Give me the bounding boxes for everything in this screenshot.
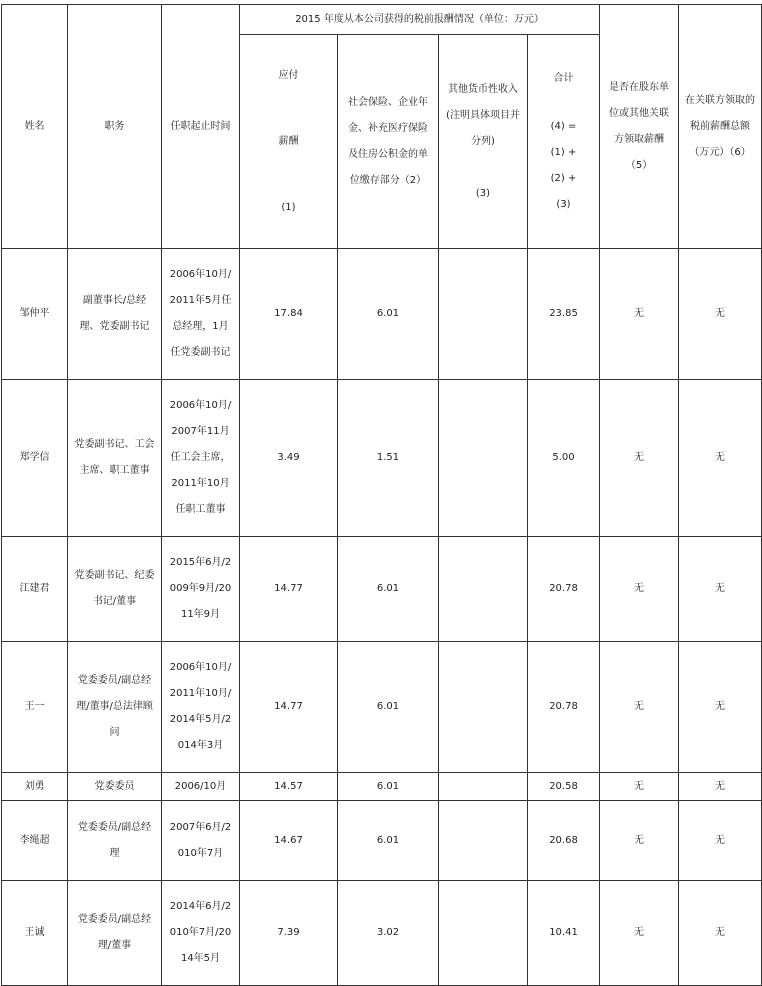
cell-position: 党委委员/副总经理/董事 bbox=[68, 881, 162, 986]
cell-related: 无 bbox=[679, 773, 762, 801]
header-shareholder: 是否在股东单位或其他关联方领取薪酬（5） bbox=[600, 5, 679, 249]
header-salary-line2: 薪酬 bbox=[278, 135, 299, 147]
cell-tenure: 2006/10月 bbox=[162, 773, 240, 801]
cell-insurance: 1.51 bbox=[338, 380, 439, 537]
cell-salary: 3.49 bbox=[240, 380, 338, 537]
cell-other bbox=[439, 380, 528, 537]
cell-tenure: 2006年10月/2011年10月/2014年5月/2014年3月 bbox=[162, 642, 240, 773]
cell-shareholder: 无 bbox=[600, 249, 679, 380]
cell-position: 党委副书记、纪委书记/董事 bbox=[68, 537, 162, 642]
cell-shareholder: 无 bbox=[600, 773, 679, 801]
cell-name: 李绳超 bbox=[2, 801, 68, 881]
cell-tenure: 2006年10月/2007年11月任工会主席，2011年10月任职工董事 bbox=[162, 380, 240, 537]
table-row bbox=[2, 881, 762, 986]
cell-related: 无 bbox=[679, 801, 762, 881]
header-other-income-num: (3) bbox=[475, 187, 491, 199]
cell-total: 20.78 bbox=[528, 537, 600, 642]
cell-name: 王诚 bbox=[2, 881, 68, 986]
cell-tenure: 2007年6月/2010年7月 bbox=[162, 801, 240, 881]
cell-related: 无 bbox=[679, 642, 762, 773]
cell-name: 邹仲平 bbox=[2, 249, 68, 380]
cell-related: 无 bbox=[679, 537, 762, 642]
cell-tenure: 2015年6月/2009年9月/2011年9月 bbox=[162, 537, 240, 642]
cell-insurance: 3.02 bbox=[338, 881, 439, 986]
header-period-group: 2015 年度从本公司获得的税前报酬情况（单位：万元） bbox=[240, 5, 600, 35]
cell-tenure: 2006年10月/2011年5月任总经理，1月任党委副书记 bbox=[162, 249, 240, 380]
cell-other bbox=[439, 249, 528, 380]
header-row-1 bbox=[2, 5, 762, 35]
cell-other bbox=[439, 642, 528, 773]
header-total-f3: (2) + bbox=[550, 172, 577, 184]
cell-position: 党委委员/副总经理 bbox=[68, 801, 162, 881]
cell-insurance: 6.01 bbox=[338, 642, 439, 773]
cell-tenure: 2014年6月/2010年7月/2014年5月 bbox=[162, 881, 240, 986]
cell-related: 无 bbox=[679, 249, 762, 380]
table-row bbox=[2, 537, 762, 642]
cell-insurance: 6.01 bbox=[338, 773, 439, 801]
header-total-f2: (1) + bbox=[550, 146, 577, 158]
header-salary-line1: 应付 bbox=[278, 69, 299, 81]
cell-salary: 14.57 bbox=[240, 773, 338, 801]
cell-other bbox=[439, 537, 528, 642]
header-related-party: 在关联方领取的税前薪酬总额（万元）（6） bbox=[679, 5, 762, 249]
header-insurance: 社会保险、企业年金、补充医疗保险及住房公积金的单位缴存部分（2） bbox=[338, 35, 439, 249]
cell-other bbox=[439, 881, 528, 986]
cell-name: 刘勇 bbox=[2, 773, 68, 801]
cell-related: 无 bbox=[679, 881, 762, 986]
header-total-f1: (4) = bbox=[550, 120, 577, 132]
cell-total: 20.58 bbox=[528, 773, 600, 801]
cell-total: 20.78 bbox=[528, 642, 600, 773]
header-salary bbox=[240, 35, 338, 249]
cell-salary: 14.67 bbox=[240, 801, 338, 881]
cell-other bbox=[439, 801, 528, 881]
header-tenure: 任职起止时间 bbox=[162, 5, 240, 249]
cell-insurance: 6.01 bbox=[338, 801, 439, 881]
cell-position: 副董事长/总经理、党委副书记 bbox=[68, 249, 162, 380]
header-salary-line3: (1) bbox=[281, 201, 296, 213]
cell-salary: 14.77 bbox=[240, 537, 338, 642]
cell-shareholder: 无 bbox=[600, 380, 679, 537]
header-total-f4: (3) bbox=[556, 198, 571, 210]
header-total bbox=[528, 35, 600, 249]
header-total-title: 合计 bbox=[553, 72, 574, 84]
cell-shareholder: 无 bbox=[600, 801, 679, 881]
cell-total: 20.68 bbox=[528, 801, 600, 881]
cell-name: 王一 bbox=[2, 642, 68, 773]
cell-total: 23.85 bbox=[528, 249, 600, 380]
cell-other bbox=[439, 773, 528, 801]
cell-total: 5.00 bbox=[528, 380, 600, 537]
cell-shareholder: 无 bbox=[600, 881, 679, 986]
table-row bbox=[2, 380, 762, 537]
table-row bbox=[2, 642, 762, 773]
cell-position: 党委副书记、工会主席、职工董事 bbox=[68, 380, 162, 537]
table-row bbox=[2, 801, 762, 881]
cell-position: 党委委员 bbox=[68, 773, 162, 801]
table-row bbox=[2, 773, 762, 801]
cell-name: 江建君 bbox=[2, 537, 68, 642]
table-row bbox=[2, 249, 762, 380]
cell-shareholder: 无 bbox=[600, 537, 679, 642]
compensation-table bbox=[1, 4, 762, 986]
cell-related: 无 bbox=[679, 380, 762, 537]
cell-salary: 14.77 bbox=[240, 642, 338, 773]
cell-insurance: 6.01 bbox=[338, 537, 439, 642]
cell-total: 10.41 bbox=[528, 881, 600, 986]
cell-salary: 7.39 bbox=[240, 881, 338, 986]
cell-salary: 17.84 bbox=[240, 249, 338, 380]
header-other-income bbox=[439, 35, 528, 249]
header-name: 姓名 bbox=[2, 5, 68, 249]
header-other-income-label: 其他货币性收入(注明具体项目并分列) bbox=[446, 83, 520, 147]
cell-position: 党委委员/副总经理/董事/总法律顾问 bbox=[68, 642, 162, 773]
header-position: 职务 bbox=[68, 5, 162, 249]
cell-shareholder: 无 bbox=[600, 642, 679, 773]
cell-name: 郑学信 bbox=[2, 380, 68, 537]
cell-insurance: 6.01 bbox=[338, 249, 439, 380]
